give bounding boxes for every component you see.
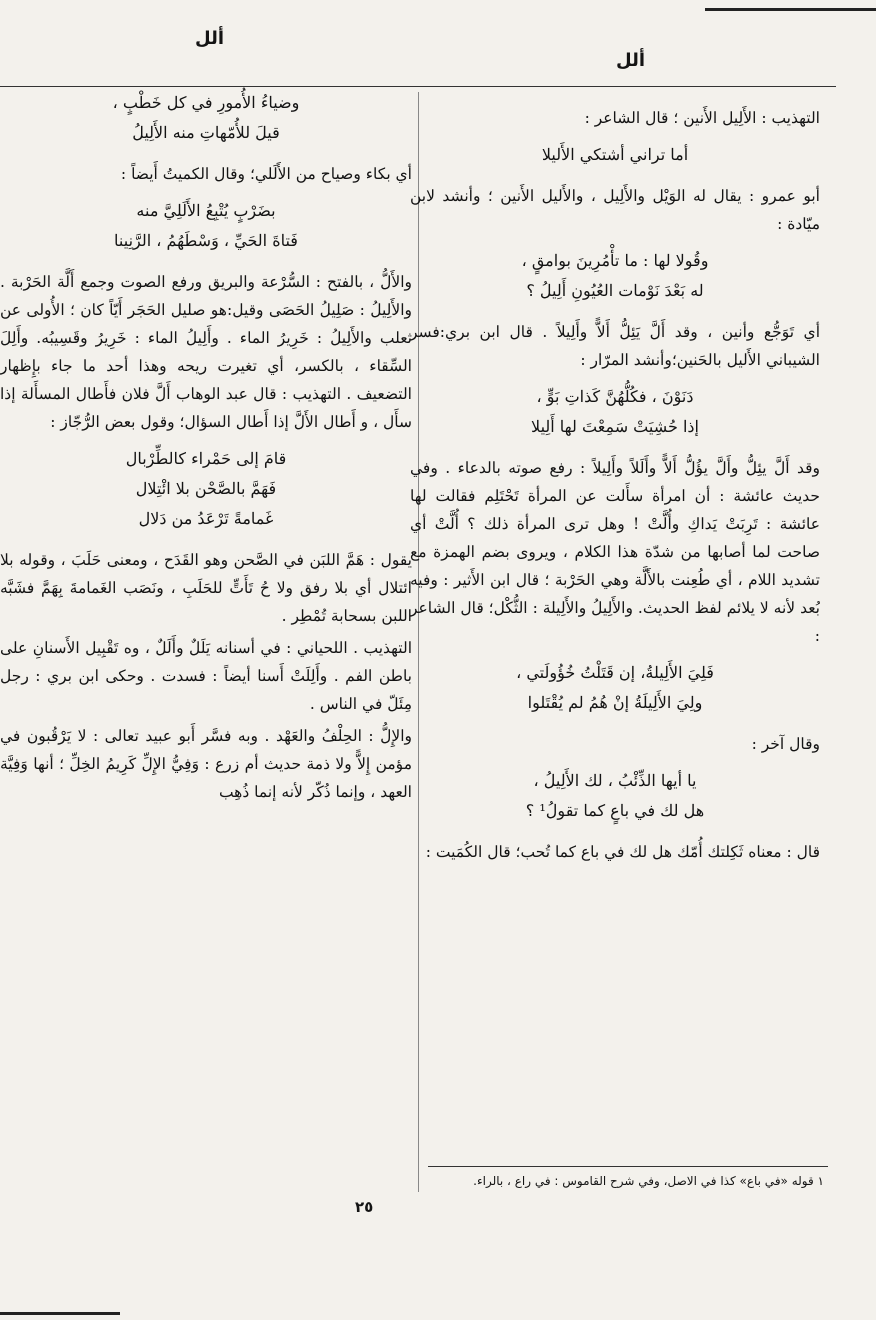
verse-block [410,382,820,442]
verse-line: فَهَمَّ بالصَّحْن بلا ائْتِلال [135,479,277,498]
verse-line: غَمامةً تَرْعَدُ من دَلال [138,509,274,528]
verse-line: هل لك في باعٍ كما تقولُ¹ ؟ [525,801,705,820]
paragraph: والإِلُّ : الحِلْفُ والعَهْد . وبه فسَّر أَبو عبيد تعالى : لا يَرْقُبون في مؤمن إِلاًّ ولا ذمة حديث أم زرع : وَفِيُّ الإِلِّ كَرِيمُ الخِلِّ ؛ أنها وَفِيَّة العهد ، وإنما ذُكّر لأنه إنما ذُهِب [0,727,412,801]
paragraph: أبو عمرو : يقال له الوَيْل والأَلِيل ، والأَليل الأَنين ؛ وأنشد لابن ميّادة : [410,187,820,233]
verse-line: قيلَ للأُمّهاتِ منه الأَلِيلُ [132,123,280,142]
verse-line: ولِيَ الأَلِيلَةُ إنْ هُمُ لم يُقْتَلوا [527,693,703,712]
paragraph: أي تَوَجُّع وأنين ، وقد أَلَّ يَئِلُّ أَلاًّ وأَلِيلاً . قال ابن بري:فسر الشيباني الأَليل بالحَنين؛وأنشد المرّار : [410,323,820,369]
paragraph: وقد أَلَّ يئِلُّ وأَلَّ يؤُلُّ أَلاًّ وأَلَلاً وأَلِيلاً : رفع صوته بالدعاء . وفي حديث عائشة : أن امرأة سأَلت عن المرأة تَحْتَلِم فقالت لها عائشة : تَرِبَتْ يَداكِ وأُلَّتْ ! وهل ترى المرأة ذلك ؟ أُلَّتْ أي صاحت لما أصابها من شدّة هذا الكلام ، ويروى بضم الهمزة مع تشديد اللام ، أي طُعِنت بالأَلَّة وهي الحَرْبة ؛ قال ابن الأَثير : وفيه بُعد لأنه لا يلائم لفظ الحديث. والأَلِيلُ والأَلِيلة : الثُّكْل؛ قال الشاعر : [410,459,820,645]
verse-line: قامَ إلى حَمْراء كالطِّرْبال [125,449,287,468]
verse-line: أما تراني أشتكي الأَليلا [541,145,689,164]
paragraph: التهذيب : الأَلِيل الأَنين ؛ قال الشاعر : [584,109,820,127]
verse-line: فَلِيَ الأَلِيلةُ، إن قَتَلْتُ خُؤُولَتي ، [516,663,714,682]
bottom-rule [0,1312,120,1315]
verse-line: إذا حُشِيَتْ سَمِعْتَ لها أَلِيلا [531,417,699,436]
verse-line: له بَعْدَ نَوْمات العُيُونِ أَلِيلُ ؟ [526,281,704,300]
paragraph: يقول : هَمَّ اللبَن في الصَّحن وهو القَدَح ، ومعنى حَلَبَ ، وقوله بلا ائتلال أي بلا رفق ولا حُ تَأَتٍّ للحَلَبِ ، ونَصَب الغَمامةَ بِهَمَّ فشَبَّه اللبن بسحابة تُمْطِر . [0,551,412,625]
paragraph: والأَلُّ ، بالفتح : السُّرْعة والبريق ورفع الصوت وجمع أَلَّة الحَرْبة . والأَلِيلُ : صَلِيلُ الحَصَى وقيل:هو صليل الحَجَر أَيّاً كان ؛ الأُولى عن ثعلب والأَلِيلُ : خَرِيرُ الماء . وأَلِيلُ الماء : خَرِيرُ وقَسِيبُه. وأَلِلَ السِّقاء ، بالكسر، أي تغيرت ريحه وهذا أحد ما جاء بإِظهار التضعيف . التهذيب : قال عبد الوهاب أَلَّ فلان فأَطال المسأَلة إذا سأَل ، و أَطال الأَلَّ إذا أَطال السؤال؛ وقول بعض الرُّجّاز : [0,273,412,431]
verse-block [0,196,412,256]
verse-block [410,658,820,718]
left-column [0,80,412,810]
paragraph: قال : معناه ثَكِلتك أُمّك هل لك في باع كما تُحب؛ قال الكُمَيت : [425,843,820,861]
verse-line: فَتاةَ الحَيِّ ، وَسْطَهُمُ ، الرَّنِينا [114,231,298,250]
footnote: ١ قوله «في باع» كذا في الاصل، وفي شرح القاموس : في راع ، بالراء. [473,1174,824,1188]
verse-line: يا أيها الذِّئْبُ ، لك الأَلِيلُ ، [533,771,697,790]
top-rule [705,8,876,11]
verse-line: وضياءُ الأُمورِ في كل خَطْبٍ ، [112,93,300,112]
paragraph: أي بكاء وصياح من الأَلَلي؛ وقال الكميتُ أَيضاً : [120,165,412,183]
paragraph: وقال آخر : [751,735,820,753]
header-word-left: ألل [195,28,224,49]
verse-line: وقُولا لها : ما تأْمُرِينَ بوامقٍ ، [521,251,709,270]
page-number: ٢٥ [355,1198,374,1216]
verse-line: بضَرْبٍ يُتْبِعُ الأَلَلِيَّ منه [136,201,276,220]
footnote-divider [428,1166,828,1167]
right-column [410,104,820,870]
header-word-right: ألل [616,50,645,71]
verse-block [0,444,412,534]
verse-block [0,88,412,148]
verse-line: دَنَوْنَ ، فكُلُّهُنَّ كَذاتِ بَوٍّ ، [536,387,694,406]
verse-block [410,140,820,170]
verse-block [410,766,820,826]
verse-block [410,246,820,306]
paragraph: التهذيب . اللحياني : في أسنانه يَلَلٌ وأَلَلٌ ، وه تَقْبِيل الأَسنانِ على باطن الفم . وأَلِلَتْ أَسنا أيضاً : فسدت . وحكى ابن بري : رجل مِئَلّ في الناس . [0,639,412,713]
